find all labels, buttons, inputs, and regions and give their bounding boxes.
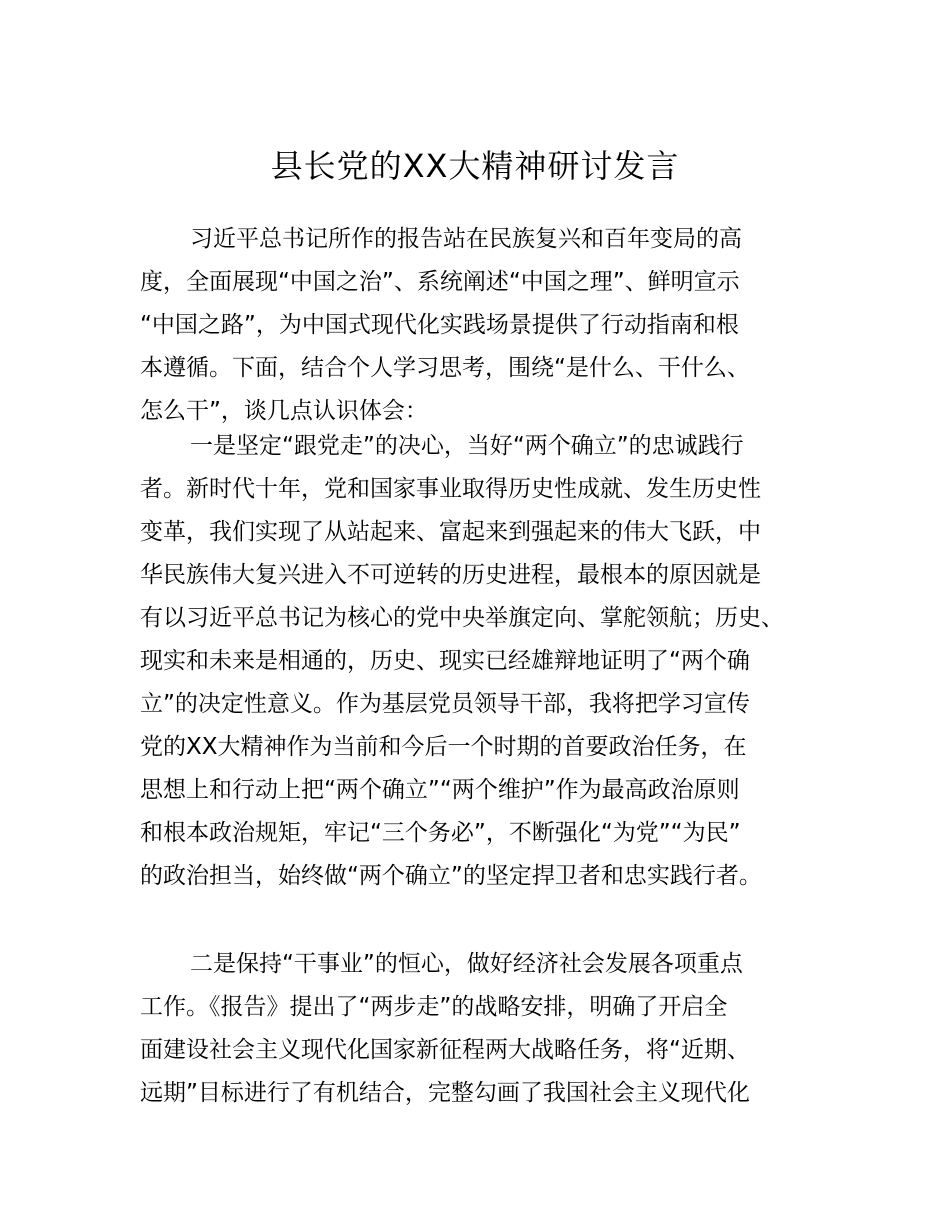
paragraph-line: 立”的决定性意义。作为基层党员领导干部，我将把学习宣传	[140, 691, 750, 717]
paragraph-line: 者。新时代十年，党和国家事业取得历史性成就、发生历史性	[140, 476, 761, 502]
paragraph-point-two	[140, 943, 830, 1115]
paragraph-line: 和根本政治规矩，牢记“三个务必”，不断强化“为党”“为民”	[140, 820, 741, 846]
paragraph-line: 变革，我们实现了从站起来、富起来到强起来的伟大飞跃，中	[140, 519, 761, 545]
paragraph-line: 远期”目标进行了有机结合，完整勾画了我国社会主义现代化	[140, 1080, 750, 1106]
paragraph-line: 二是保持“干事业”的恒心，做好经济社会发展各项重点	[190, 951, 743, 977]
paragraph-line: 面建设社会主义现代化国家新征程两大战略任务，将“近期、	[140, 1037, 750, 1063]
paragraph-intro	[140, 218, 830, 433]
document-title: 县长党的XX大精神研讨发言	[270, 147, 680, 185]
paragraph-line: 的政治担当，始终做“两个确立”的坚定捍卫者和忠实践行者。	[140, 863, 762, 889]
paragraph-line: 习近平总书记所作的报告站在民族复兴和百年变局的高	[190, 226, 742, 252]
paragraph-line: 度，全面展现“中国之治”、系统阐述“中国之理”、鲜明宣示	[140, 269, 740, 295]
paragraph-line: 现实和未来是相通的，历史、现实已经雄辩地证明了“两个确	[140, 648, 750, 674]
paragraph-line: 本遵循。下面，结合个人学习思考，围绕“是什么、干什么、	[140, 355, 750, 381]
paragraph-line: 工作。《报告》提出了“两步走”的战略安排，明确了开启全	[140, 994, 728, 1020]
paragraph-line: “中国之路”，为中国式现代化实践场景提供了行动指南和根	[140, 312, 739, 338]
paragraph-line: 党的XX大精神作为当前和今后一个时期的首要政治任务，在	[140, 734, 747, 760]
paragraph-line: 华民族伟大复兴进入不可逆转的历史进程，最根本的原因就是	[140, 562, 761, 588]
paragraph-point-one	[140, 425, 830, 898]
paragraph-line: 有以习近平总书记为核心的党中央举旗定向、掌舵领航；历史、	[140, 605, 784, 631]
paragraph-line: 一是坚定“跟党走”的决心，当好“两个确立”的忠诚践行	[190, 433, 744, 459]
paragraph-line: 怎么干”，谈几点认识体会：	[140, 398, 428, 424]
paragraph-line: 思想上和行动上把“两个确立”“两个维护”作为最高政治原则	[140, 777, 740, 803]
